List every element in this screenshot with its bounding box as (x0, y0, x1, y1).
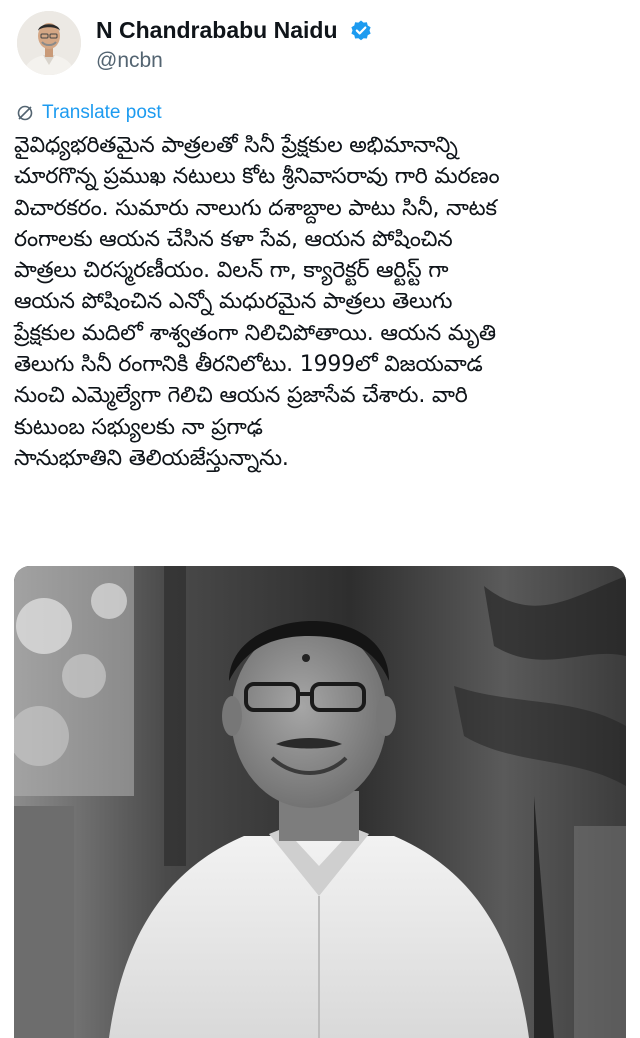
post-text-line: వైవిధ్యభరితమైన పాత్రలతో సినీ ప్రేక్షకుల అభిమానాన్ని (14, 133, 458, 158)
post-text-line: పాత్రలు చిరస్మరణీయం. విలన్ గా, క్యారెక్టర్ ఆర్టిస్ట్ గా (14, 258, 449, 284)
verified-badge-icon[interactable] (349, 19, 373, 43)
post-text-line: సానుభూతిని తెలియజేస్తున్నాను. (14, 445, 289, 471)
author-avatar[interactable] (17, 11, 81, 75)
post-text-line: తెలుగు సినీ రంగానికి తీరనిలోటు. 1999లో విజయవాడ (14, 352, 483, 378)
post-text-line: రంగాలకు ఆయన చేసిన కళా సేవ, ఆయన పోషించిన (14, 226, 453, 252)
post-text-line: చూరగొన్న ప్రముఖ నటులు కోట శ్రీనివాసరావు గారి మరణం (14, 164, 500, 190)
post-text-line: విచారకరం. సుమారు నాలుగు దశాబ్దాల పాటు సినీ, నాటక (14, 195, 497, 221)
author-handle[interactable]: @ncbn (96, 49, 163, 72)
translate-post-button[interactable] (16, 100, 162, 126)
post-text-line: కుటుంబ సభ్యులకు నా ప్రగాఢ (14, 414, 263, 440)
translate-post-label[interactable]: Translate post (42, 102, 162, 123)
post-text (14, 130, 626, 474)
author-name[interactable]: N Chandrababu Naidu (96, 17, 338, 43)
post-text-line: ఆయన పోషించిన ఎన్నో మధురమైన పాత్రలు తెలుగు (14, 289, 453, 315)
post-text-line: నుంచి ఎమ్మెల్యేగా గెలిచి ఆయన ప్రజాసేవ చేశారు. వారి (14, 383, 468, 409)
portrait-photo (14, 566, 626, 1038)
post-media-photo[interactable] (14, 566, 626, 1038)
avatar-photo (17, 11, 81, 75)
globe-icon (16, 104, 34, 122)
post-text-line: ప్రేక్షకుల మదిలో శాశ్వతంగా నిలిచిపోతాయి. ఆయన మృతి (14, 320, 496, 346)
